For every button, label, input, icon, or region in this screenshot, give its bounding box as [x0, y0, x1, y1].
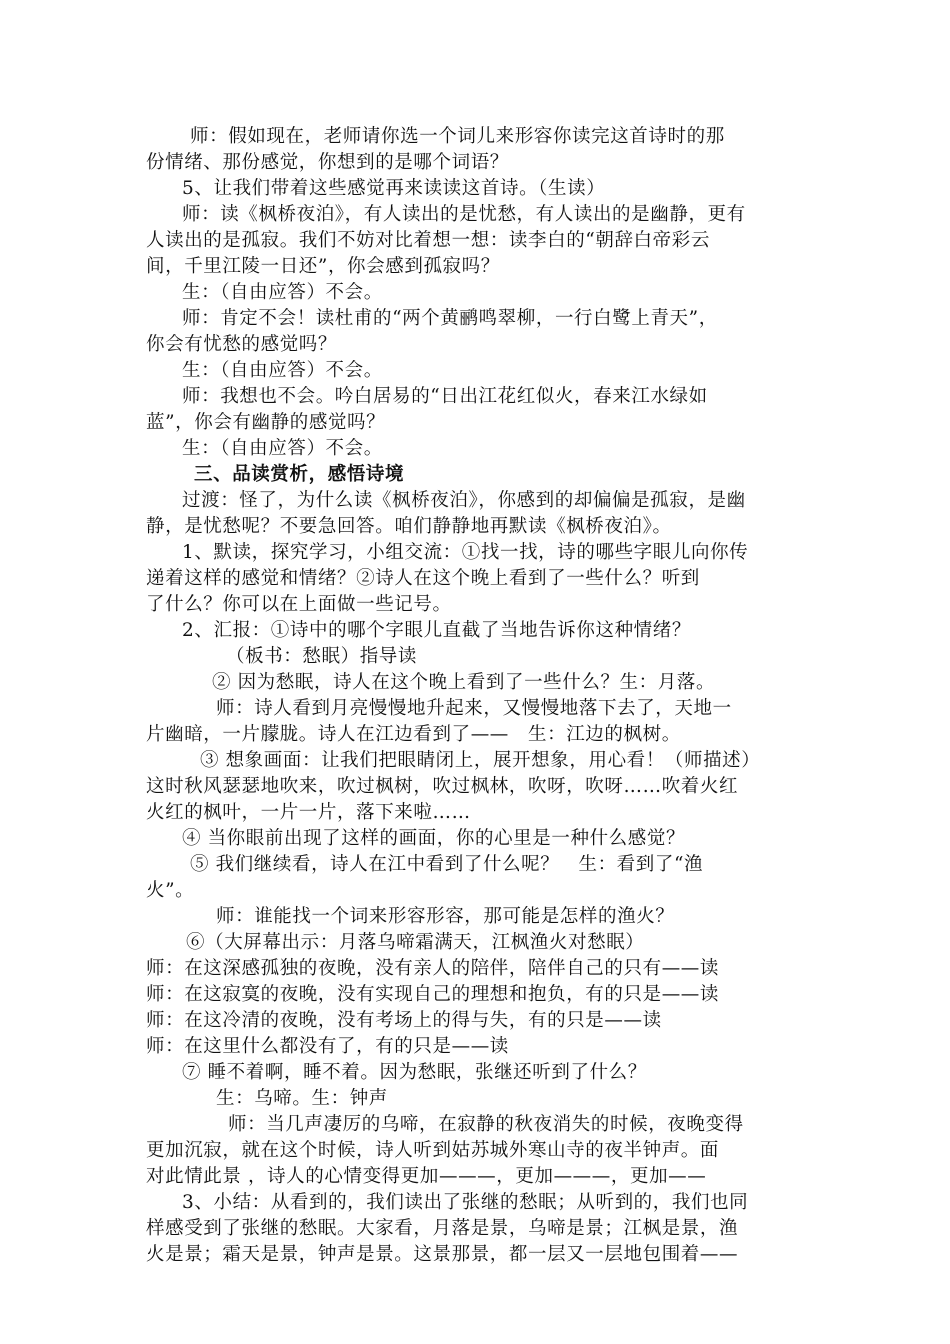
text-line: 静，是忧愁呢？不要急回答。咱们静静地再默读《枫桥夜泊》。	[146, 516, 672, 537]
text-line: 师：我想也不会。吟白居易的“日出江花红似火，春来江水绿如	[182, 386, 708, 407]
text-line: 火红的枫叶，一片一片，落下来啦……	[146, 802, 471, 823]
text-line: 生：（自由应答）不会。	[182, 360, 383, 381]
text-line: 生：（自由应答）不会。	[182, 438, 383, 459]
text-line: 生：乌啼。生：钟声	[216, 1088, 388, 1109]
text-line: ③ 想象画面：让我们把眼睛闭上，展开想象，用心看！（师描述）	[200, 750, 761, 771]
text-line: 人读出的是孤寂。我们不妨对比着想一想：读李白的“朝辞白帝彩云	[146, 230, 710, 251]
text-line: 火是景；霜天是景，钟声是景。这景那景，都一层又一层地包围着——	[146, 1244, 739, 1265]
text-line: 蓝”，你会有幽静的感觉吗？	[146, 412, 386, 433]
text-line: 师：诗人看到月亮慢慢地升起来，又慢慢地落下去了，天地一	[216, 698, 732, 719]
text-line: 火”。	[146, 880, 195, 901]
text-line: 样感受到了张继的愁眠。大家看，月落是景，乌啼是景；江枫是景，渔	[146, 1218, 739, 1239]
text-line: 5、让我们带着这些感觉再来读读这首诗。（生读）	[182, 178, 606, 199]
text-line: 3、小结：从看到的，我们读出了张继的愁眠；从听到的，我们也同	[182, 1192, 749, 1213]
text-line: 更加沉寂，就在这个时候，诗人听到姑苏城外寒山寺的夜半钟声。面	[146, 1140, 720, 1161]
text-line: 师：在这深感孤独的夜晚，没有亲人的陪伴，陪伴自己的只有——读	[146, 958, 720, 979]
text-line: 师：假如现在，老师请你选一个词儿来形容你读完这首诗时的那	[190, 126, 725, 147]
text-line: 了什么？你可以在上面做一些记号。	[146, 594, 452, 615]
text-line: 间，千里江陵一日还”，你会感到孤寂吗？	[146, 256, 500, 277]
text-line: 份情绪、那份感觉，你想到的是哪个词语？	[146, 152, 509, 173]
text-line: 1、默读，探究学习，小组交流：①找一找，诗的哪些字眼儿向你传	[182, 542, 749, 563]
text-line: 师：肯定不会！读杜甫的“两个黄鹂鸣翠柳，一行白鹭上青天”，	[182, 308, 718, 329]
text-line: 师：在这冷清的夜晚，没有考场上的得与失，有的只是——读	[146, 1010, 662, 1031]
text-line: 生：（自由应答）不会。	[182, 282, 383, 303]
text-line: 2、汇报：①诗中的哪个字眼儿直截了当地告诉你这种情绪？	[182, 620, 691, 641]
text-line: ⑦ 睡不着啊，睡不着。因为愁眠，张继还听到了什么？	[182, 1062, 647, 1083]
text-line: 师：读《枫桥夜泊》，有人读出的是忧愁，有人读出的是幽静，更有	[182, 204, 746, 225]
text-line: 你会有忧愁的感觉吗？	[146, 334, 338, 355]
text-line: （板书：愁眠）指导读	[226, 646, 418, 667]
text-line: 师：当几声凄厉的乌啼，在寂静的秋夜消失的时候，夜晚变得	[228, 1114, 744, 1135]
text-line: 过渡：怪了，为什么读《枫桥夜泊》，你感到的却偏偏是孤寂，是幽	[182, 490, 746, 511]
text-line: 这时秋风瑟瑟地吹来，吹过枫树，吹过枫林，吹呀，吹呀……吹着火红	[146, 776, 739, 797]
text-line: 对此情此景 ，诗人的心情变得更加———，更加———，更加——	[146, 1166, 707, 1187]
text-line: ⑤ 我们继续看，诗人在江中看到了什么呢？ 生：看到了“渔	[190, 854, 704, 875]
text-line: 片幽暗，一片朦胧。诗人在江边看到了—— 生：江边的枫树。	[146, 724, 681, 745]
text-line: 师：在这里什么都没有了，有的只是——读	[146, 1036, 509, 1057]
text-line: ④ 当你眼前出现了这样的画面，你的心里是一种什么感觉？	[182, 828, 686, 849]
text-line: 师：谁能找一个词来形容形容，那可能是怎样的渔火？	[216, 906, 675, 927]
text-line: 递着这样的感觉和情绪？②诗人在这个晚上看到了一些什么？听到	[146, 568, 700, 589]
text-line: ⑥（大屏幕出示：月落乌啼霜满天，江枫渔火对愁眠）	[186, 932, 645, 953]
text-line: ② 因为愁眠，诗人在这个晚上看到了一些什么？生：月落。	[212, 672, 716, 693]
text-line: 师：在这寂寞的夜晚，没有实现自己的理想和抱负，有的只是——读	[146, 984, 720, 1005]
section-heading: 三、品读赏析，感悟诗境	[194, 464, 405, 485]
